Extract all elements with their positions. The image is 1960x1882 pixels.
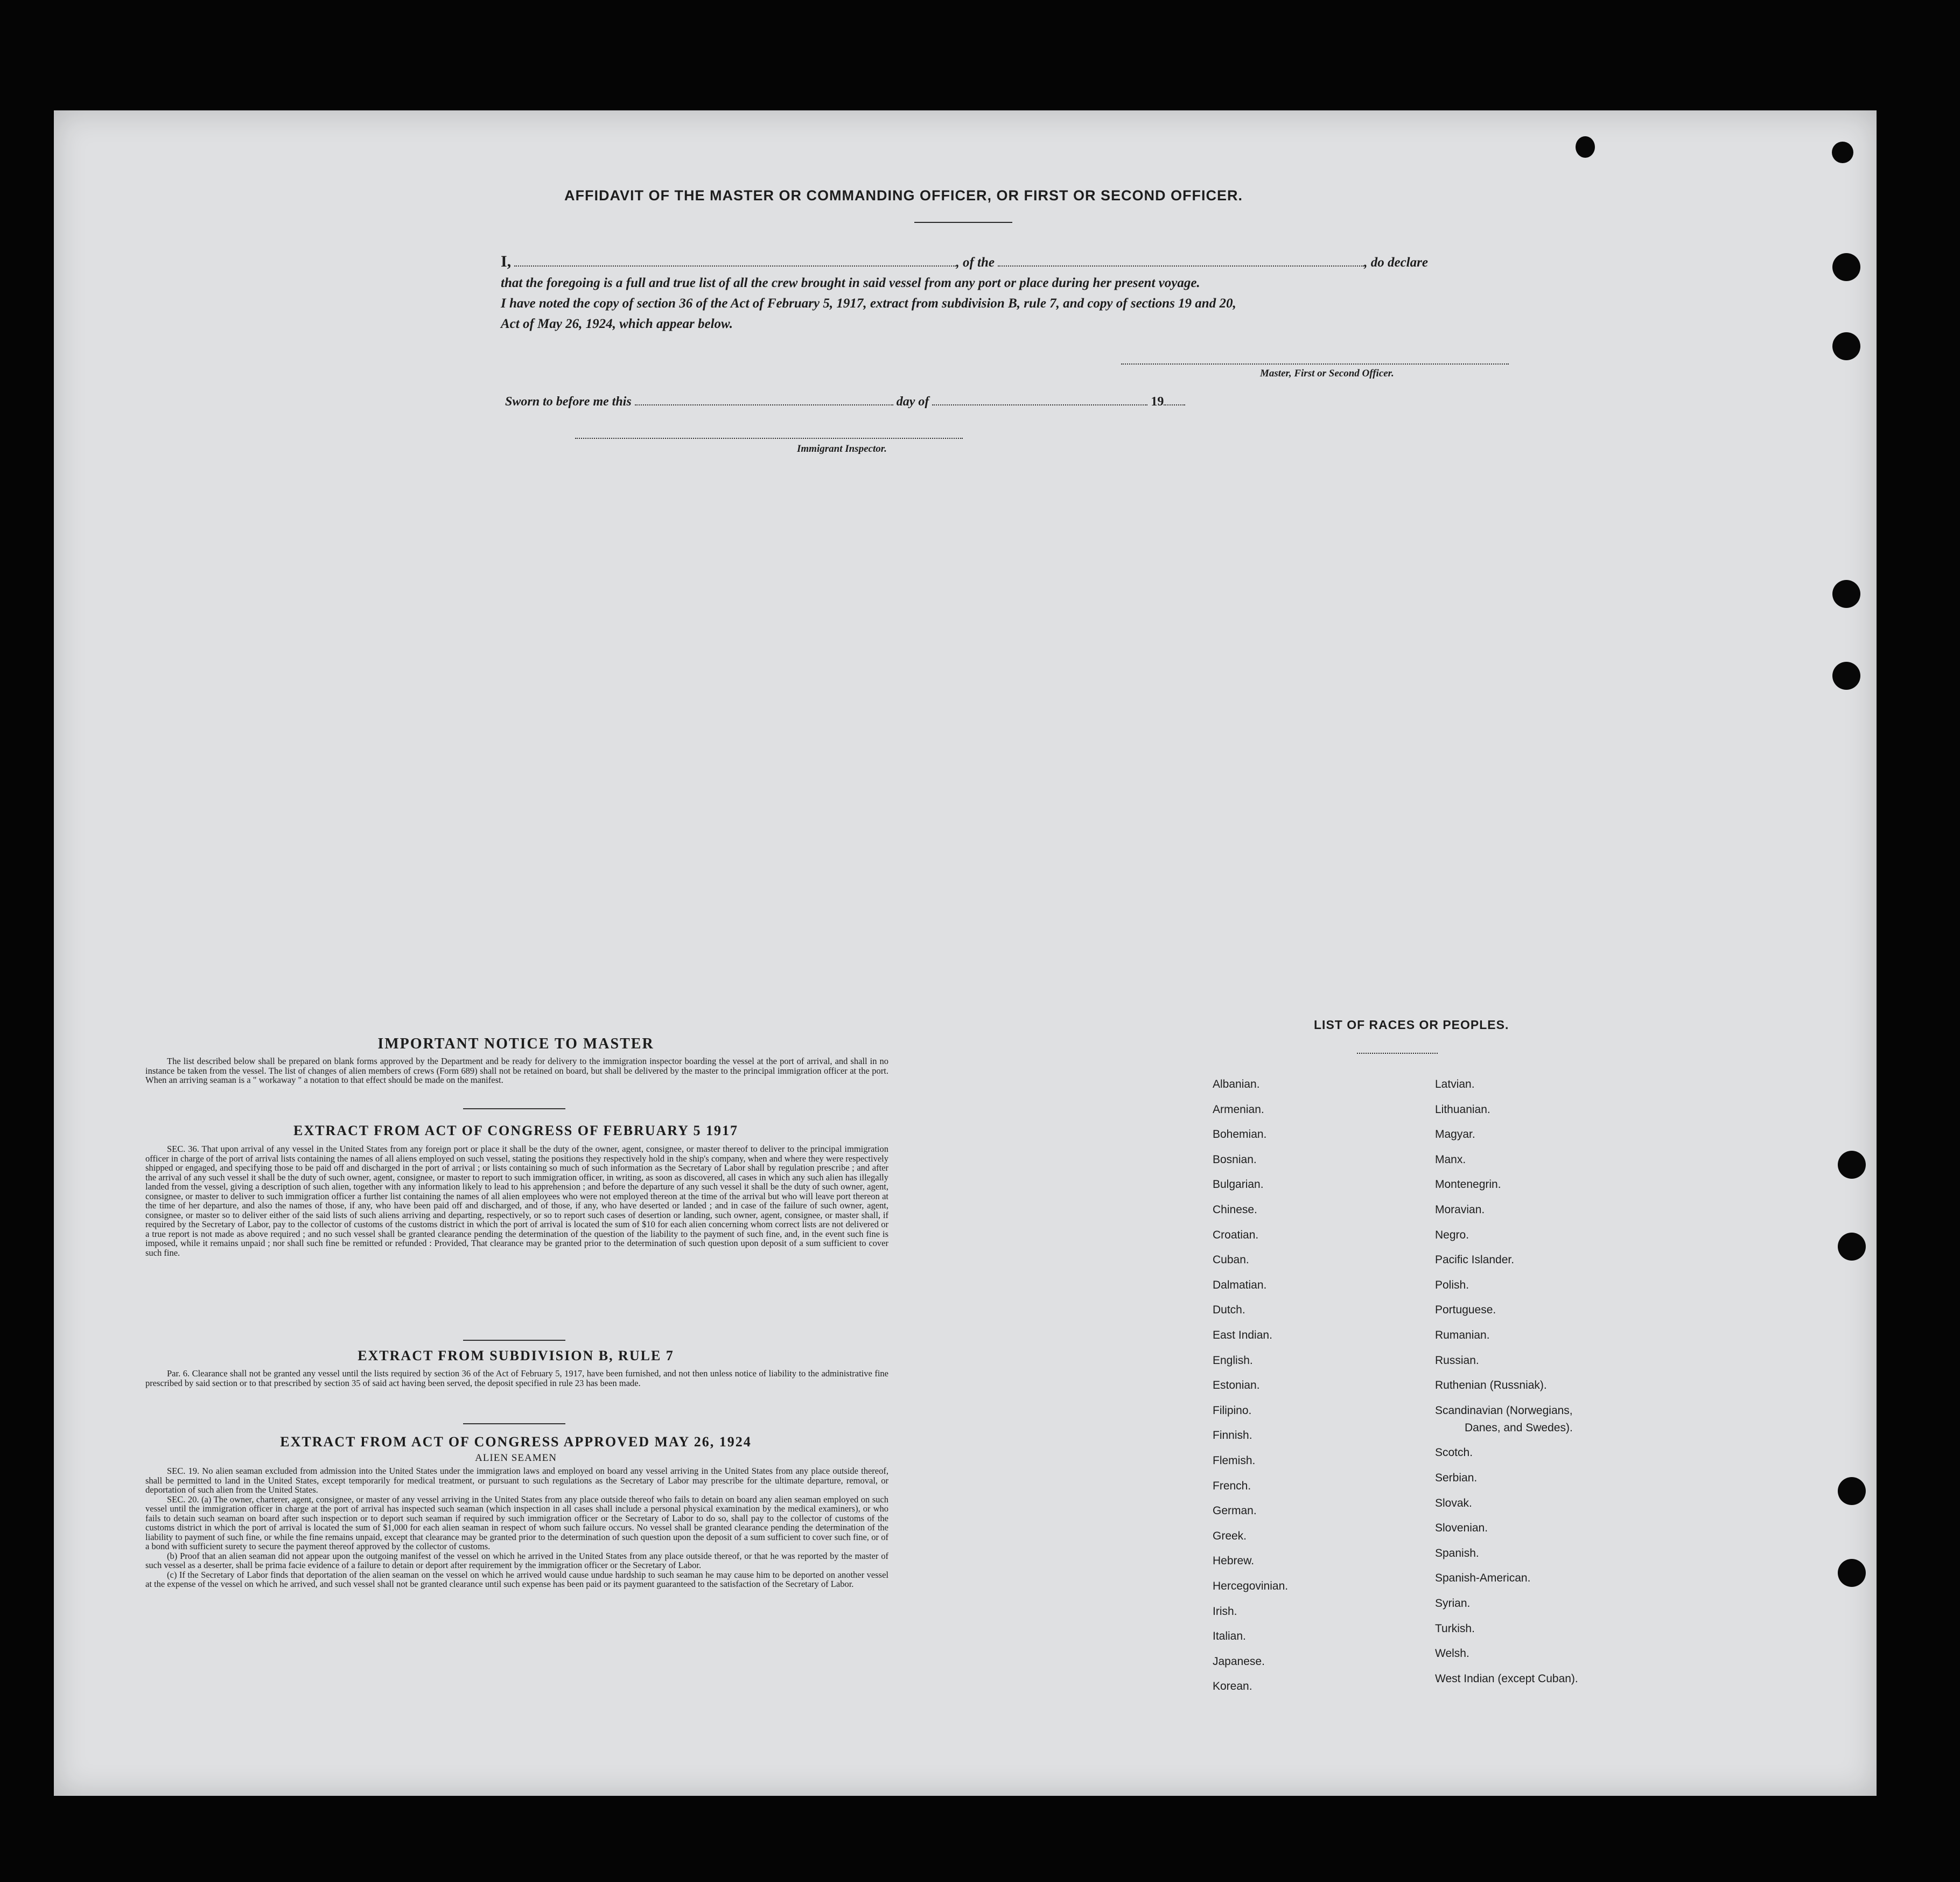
race-item: Pacific Islander. xyxy=(1435,1254,1515,1267)
punch-hole xyxy=(1832,662,1860,690)
sec-20a-text: SEC. 20. (a) The owner, charterer, agent, consignee, or master of any vessel arriving in the United States from any place outside thereof who fails to detain on board any alien seaman employed on such vessel until the immigration officer in charge at the port of arrival has inspected such seaman (which inspection in all cases shall include a personal physical examination by the medical examiners), or who fails to detain such seaman on board after such inspection or to deport such seaman if required by such immigration officer or the Secretary of Labor to do so, shall pay to the collector of customs of the customs district in which the port of arrival is located the sum of $1,000 for each alien seaman in respect of whom such failure occurs. No vessel shall be granted clearance pending the determination of the liability to payment of such fine, or while the fine remains unpaid, except that clearance may be granted prior to the determination of such question upon the deposit of a sum sufficient to cover such fine, or of a bond with sufficient surety to secure the payment thereof approved by the collector of customs. xyxy=(145,1494,888,1551)
race-item: Chinese. xyxy=(1213,1204,1257,1216)
extract-1924-title: EXTRACT FROM ACT OF CONGRESS APPROVED MAY 26, 1924 xyxy=(280,1434,752,1450)
race-item: Dutch. xyxy=(1213,1304,1245,1317)
race-item: Italian. xyxy=(1213,1630,1246,1643)
day-of-label: day of xyxy=(896,395,929,409)
race-item: Slovenian. xyxy=(1435,1522,1488,1535)
race-item: Korean. xyxy=(1213,1680,1252,1693)
affidavit-title: AFFIDAVIT OF THE MASTER OR COMMANDING OFFICER, OR FIRST OR SECOND OFFICER. xyxy=(564,187,1243,204)
race-item: Flemish. xyxy=(1213,1454,1256,1467)
punch-hole xyxy=(1576,136,1595,158)
race-item: Portuguese. xyxy=(1435,1304,1496,1317)
punch-hole xyxy=(1832,580,1860,608)
race-item: Turkish. xyxy=(1435,1622,1475,1635)
race-item: Syrian. xyxy=(1435,1597,1471,1610)
race-item: German. xyxy=(1213,1505,1257,1517)
affidavit-body xyxy=(501,251,1508,334)
race-item: Estonian. xyxy=(1213,1379,1260,1392)
race-item: Ruthenian (Russniak). xyxy=(1435,1379,1547,1392)
race-item: Latvian. xyxy=(1435,1078,1475,1090)
race-item: Magyar. xyxy=(1435,1128,1475,1141)
race-item: Scotch. xyxy=(1435,1446,1473,1459)
divider xyxy=(463,1423,565,1424)
affidavit-line4: Act of May 26, 1924, which appear below. xyxy=(501,317,733,331)
race-item: Montenegrin. xyxy=(1435,1178,1501,1191)
sec-20c-text: (c) If the Secretary of Labor finds that deportation of the alien seaman on the vessel on which he arrived would cause undue hardship to such seaman he may cause him to be deported on another vessel at the expense of the vessel on which he arrived, and such vessel shall not be granted clearance until such expense has been paid or its payment guaranteed to the satisfaction of the Secretary of Labor. xyxy=(145,1569,888,1589)
affidavit-of-the: , of the xyxy=(956,255,995,270)
race-item: Scandinavian (Norwegians, xyxy=(1435,1404,1573,1417)
race-item: Danes, and Swedes). xyxy=(1465,1421,1573,1434)
race-item: Slovak. xyxy=(1435,1496,1472,1509)
race-item: East Indian. xyxy=(1213,1329,1272,1341)
document-page xyxy=(54,110,1877,1796)
extract-1924-body xyxy=(145,1466,888,1589)
punch-hole xyxy=(1838,1559,1866,1587)
name-field[interactable] xyxy=(514,265,956,267)
punch-hole xyxy=(1838,1233,1866,1261)
race-item: Armenian. xyxy=(1213,1103,1264,1116)
race-item: English. xyxy=(1213,1354,1253,1367)
race-item: Spanish-American. xyxy=(1435,1572,1531,1585)
punch-hole xyxy=(1838,1477,1866,1505)
year-field[interactable] xyxy=(1164,404,1185,405)
rule7-body xyxy=(145,1369,888,1388)
title-underline xyxy=(914,222,1012,223)
race-item: Cuban. xyxy=(1213,1254,1249,1267)
vessel-field[interactable] xyxy=(998,265,1364,267)
inspector-signature-label: Immigrant Inspector. xyxy=(797,443,887,454)
punch-hole xyxy=(1832,142,1853,163)
sworn-label: Sworn to before me this xyxy=(505,395,632,409)
punch-hole xyxy=(1832,332,1860,360)
affidavit-i: I, xyxy=(501,253,512,270)
race-item: Moravian. xyxy=(1435,1204,1485,1216)
race-item: Hebrew. xyxy=(1213,1555,1255,1568)
race-item: Greek. xyxy=(1213,1529,1247,1542)
race-item: Bulgarian. xyxy=(1213,1178,1264,1191)
extract-1917-title: EXTRACT FROM ACT OF CONGRESS OF FEBRUARY 5 1917 xyxy=(293,1123,738,1138)
master-signature-label: Master, First or Second Officer. xyxy=(1260,368,1394,379)
master-signature-line[interactable] xyxy=(1121,363,1509,365)
sworn-date-field[interactable] xyxy=(635,404,893,405)
month-field[interactable] xyxy=(932,404,1147,405)
divider xyxy=(463,1108,565,1109)
sec-20b-text: (b) Proof that an alien seaman did not appear upon the outgoing manifest of the vessel on which he arrived in the United States from any place outside thereof, or that he was reported by the master of such vessel as a deserter, shall be prima facie evidence of a failure to detain or deport after requirement by the immigration officer or the Secretary of Labor. xyxy=(145,1550,888,1570)
rule7-title: EXTRACT FROM SUBDIVISION B, RULE 7 xyxy=(358,1348,674,1363)
race-item: Finnish. xyxy=(1213,1429,1252,1442)
race-item: Manx. xyxy=(1435,1153,1466,1166)
race-item: Hercegovinian. xyxy=(1213,1580,1289,1592)
divider xyxy=(463,1340,565,1341)
inspector-signature-line[interactable] xyxy=(575,438,963,439)
race-item: Lithuanian. xyxy=(1435,1103,1490,1116)
race-item: Bosnian. xyxy=(1213,1153,1257,1166)
race-item: Welsh. xyxy=(1435,1647,1469,1660)
race-item: Albanian. xyxy=(1213,1078,1260,1090)
affidavit-line2: that the foregoing is a full and true list of all the crew brought in said vessel from any port or place during her present voyage. xyxy=(501,276,1200,290)
affidavit-do-declare: , do declare xyxy=(1364,255,1428,270)
race-item: Croatian. xyxy=(1213,1228,1259,1241)
race-item: Polish. xyxy=(1435,1278,1469,1291)
race-item: Dalmatian. xyxy=(1213,1278,1267,1291)
year-label: 19 xyxy=(1151,395,1164,409)
race-item: Serbian. xyxy=(1435,1472,1478,1484)
race-item: Russian. xyxy=(1435,1354,1479,1367)
punch-hole xyxy=(1832,253,1860,281)
race-item: Irish. xyxy=(1213,1605,1237,1618)
race-item: Rumanian. xyxy=(1435,1329,1490,1341)
notice-body xyxy=(145,1057,888,1085)
races-underline xyxy=(1357,1053,1438,1054)
race-item: Negro. xyxy=(1435,1228,1469,1241)
race-item: Bohemian. xyxy=(1213,1128,1267,1141)
race-item: West Indian (except Cuban). xyxy=(1435,1672,1578,1685)
race-item: French. xyxy=(1213,1479,1251,1492)
sworn-line xyxy=(505,395,1185,409)
par-6-text: Par. 6. Clearance shall not be granted any vessel until the lists required by section 36 of the Act of February 5, 1917, have been furnished, and not then unless notice of liability to the administrative fine prescribed by said section or to that prescribed by section 35 of said act having been served, the deposit specified in rule 23 has been made. xyxy=(145,1368,888,1388)
notice-title: IMPORTANT NOTICE TO MASTER xyxy=(377,1036,654,1052)
race-item: Japanese. xyxy=(1213,1655,1265,1668)
races-title: LIST OF RACES OR PEOPLES. xyxy=(1314,1018,1509,1032)
sec-36-text: SEC. 36. That upon arrival of any vessel in the United States from any foreign port or place it shall be the duty of the owner, agent, consignee, or master thereof to deliver to the principal immigration officer in charge of the port of arrival lists containing the names of all aliens employed on such vessel, stating the positions they respectively hold in the ship's company, when and where they were respectively shipped or engaged, and specifying those to be paid off and discharged in the port of arrival ; or lists containing so much of such information as the Secretary of Labor shall by regulation prescribe ; and after the arrival of any such vessel it shall be the duty of such owner, agent, consignee, or master to report to such immigration officer, in writing, as soon as discovered, all cases in which any such alien has illegally landed from the vessel, giving a description of such alien, together with any information likely to lead to his apprehension ; and before the departure of any such vessel it shall be the duty of such owner, agent, consignee, or master to deliver to such immigration officer a further list containing the names of all alien employees who were not employed thereon at the time of the arrival but who will leave port thereon at the time of her departure, and also the names of those, if any, who have been paid off and discharged, and of those, if any, who have deserted or landed ; and in case of the failure of such owner, agent, consignee, or master so to deliver either of the said lists of such aliens arriving and departing, respectively, or so to report such cases of desertion or landing, such owner, agent, consignee, or master shall, if required by the Secretary of Labor, pay to the collector of customs of the customs district in which the port of arrival is located the sum of $10 for each alien concerning whom correct lists are not delivered or a true report is not made as above required ; and no such vessel shall be granted clearance pending the determination of the question of the liability to the payment of such fine, and, in the event such fine is imposed, while it remains unpaid ; nor shall such fine be remitted or refunded : Provided, That clearance may be granted prior to the determination of such question upon deposit of a sum sufficient to cover such fine. xyxy=(145,1144,888,1258)
alien-seamen-subtitle: ALIEN SEAMEN xyxy=(475,1452,557,1464)
race-item: Filipino. xyxy=(1213,1404,1252,1417)
punch-hole xyxy=(1838,1151,1866,1179)
race-item: Spanish. xyxy=(1435,1547,1479,1559)
affidavit-line3: I have noted the copy of section 36 of the Act of February 5, 1917, extract from subdivision B, rule 7, and copy of sections 19 and 20, xyxy=(501,296,1236,311)
extract-1917-body xyxy=(145,1144,888,1257)
notice-text: The list described below shall be prepared on blank forms approved by the Department and be ready for delivery to the immigration inspector boarding the vessel at the port of arrival, and shall in no instance be taken from the vessel. The list of changes of alien members of crews (Form 689) shall not be retained on board, but shall be delivered by the master to the principal immigration officer at the port. When an arriving seaman is a " workaway " a notation to that effect should be made on the manifest. xyxy=(145,1056,888,1085)
sec-19-text: SEC. 19. No alien seaman excluded from admission into the United States under the immigration laws and employed on board any vessel arriving in the United States from any place outside thereof, shall be permitted to land in the United States, except temporarily for medical treatment, or pursuant to such regulations as the Secretary of Labor may prescribe for the ultimate departure, removal, or deportation of such alien from the United States. xyxy=(145,1466,888,1495)
